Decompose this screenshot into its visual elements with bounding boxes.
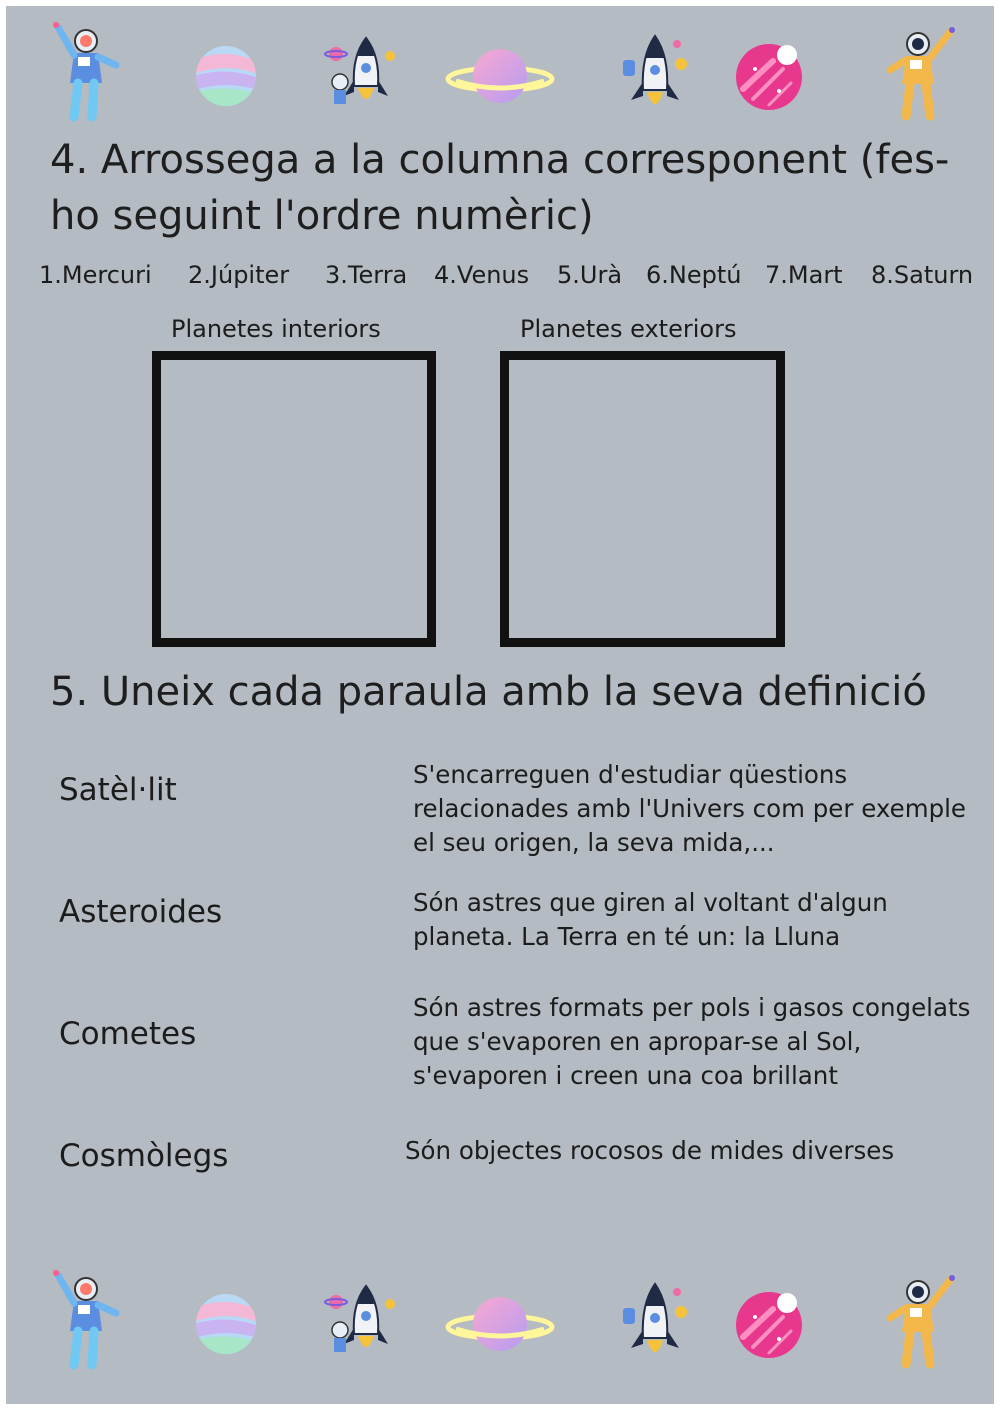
definition-4[interactable]	[405, 1134, 894, 1168]
definition-3-line: s'evaporen i creen una coa brillant	[413, 1061, 838, 1090]
definition-1-line: S'encarreguen d'estudiar qüestions	[413, 760, 848, 789]
column-label-exterior: Planetes exteriors	[520, 315, 737, 343]
exercise-4-title	[50, 132, 949, 244]
pastel-planet-icon	[191, 1289, 261, 1363]
exercise-4-title-line-2: ho seguint l'ordre numèric)	[50, 193, 594, 239]
astronaut-blue-icon	[48, 1269, 128, 1383]
astronaut-blue-icon	[48, 21, 128, 135]
definition-1-line: el seu origen, la seva mida,...	[413, 828, 775, 857]
pink-comet-planet-icon	[733, 39, 807, 117]
definition-1-line: relacionades amb l'Univers com per exemple	[413, 794, 966, 823]
draggable-planet-mart[interactable]: 7.Mart	[765, 261, 843, 289]
astronaut-yellow-icon	[880, 1274, 960, 1378]
draggable-planet-jupiter[interactable]: 2.Júpiter	[188, 261, 290, 289]
astronaut-yellow-icon	[880, 26, 960, 130]
astronaut-rocket-icon	[322, 1284, 402, 1368]
exercise-5-title: 5. Uneix cada paraula amb la seva definició	[50, 669, 927, 715]
definition-2-line: Són astres que giren al voltant d'algun	[413, 888, 888, 917]
draggable-planet-mercuri[interactable]: 1.Mercuri	[39, 261, 152, 289]
definition-3-line: que s'evaporen en apropar-se al Sol,	[413, 1027, 862, 1056]
definition-3[interactable]	[413, 991, 970, 1093]
match-word-satellit[interactable]: Satèl·lit	[59, 772, 177, 808]
column-label-interior: Planetes interiors	[171, 315, 381, 343]
draggable-planet-ura[interactable]: 5.Urà	[557, 261, 623, 289]
astronaut-rocket-icon	[322, 36, 402, 120]
definition-1[interactable]	[413, 758, 966, 860]
rocket-icon	[619, 34, 691, 122]
exercise-4-title-line-1: 4. Arrossega a la columna corresponent (fes-	[50, 137, 950, 183]
definition-4-line: Són objectes rocosos de mides diverses	[405, 1136, 895, 1165]
draggable-planet-venus[interactable]: 4.Venus	[434, 261, 530, 289]
drop-zone-exterior-planets[interactable]	[500, 351, 785, 647]
draggable-planet-terra[interactable]: 3.Terra	[325, 261, 408, 289]
pink-comet-planet-icon	[733, 1287, 807, 1365]
pastel-planet-icon	[191, 41, 261, 115]
draggable-planet-neptu[interactable]: 6.Neptú	[646, 261, 742, 289]
match-word-asteroides[interactable]: Asteroides	[59, 894, 223, 930]
match-word-cosmolegs[interactable]: Cosmòlegs	[59, 1138, 229, 1174]
definition-2-line: planeta. La Terra en té un: la Lluna	[413, 922, 841, 951]
draggable-planet-saturn[interactable]: 8.Saturn	[871, 261, 974, 289]
definition-3-line: Són astres formats per pols i gasos congelats	[413, 993, 971, 1022]
definition-2[interactable]	[413, 886, 888, 954]
ringed-planet-icon	[444, 1289, 556, 1363]
drop-zone-interior-planets[interactable]	[152, 351, 436, 647]
ringed-planet-icon	[444, 41, 556, 115]
rocket-icon	[619, 1282, 691, 1370]
match-word-cometes[interactable]: Cometes	[59, 1016, 197, 1052]
